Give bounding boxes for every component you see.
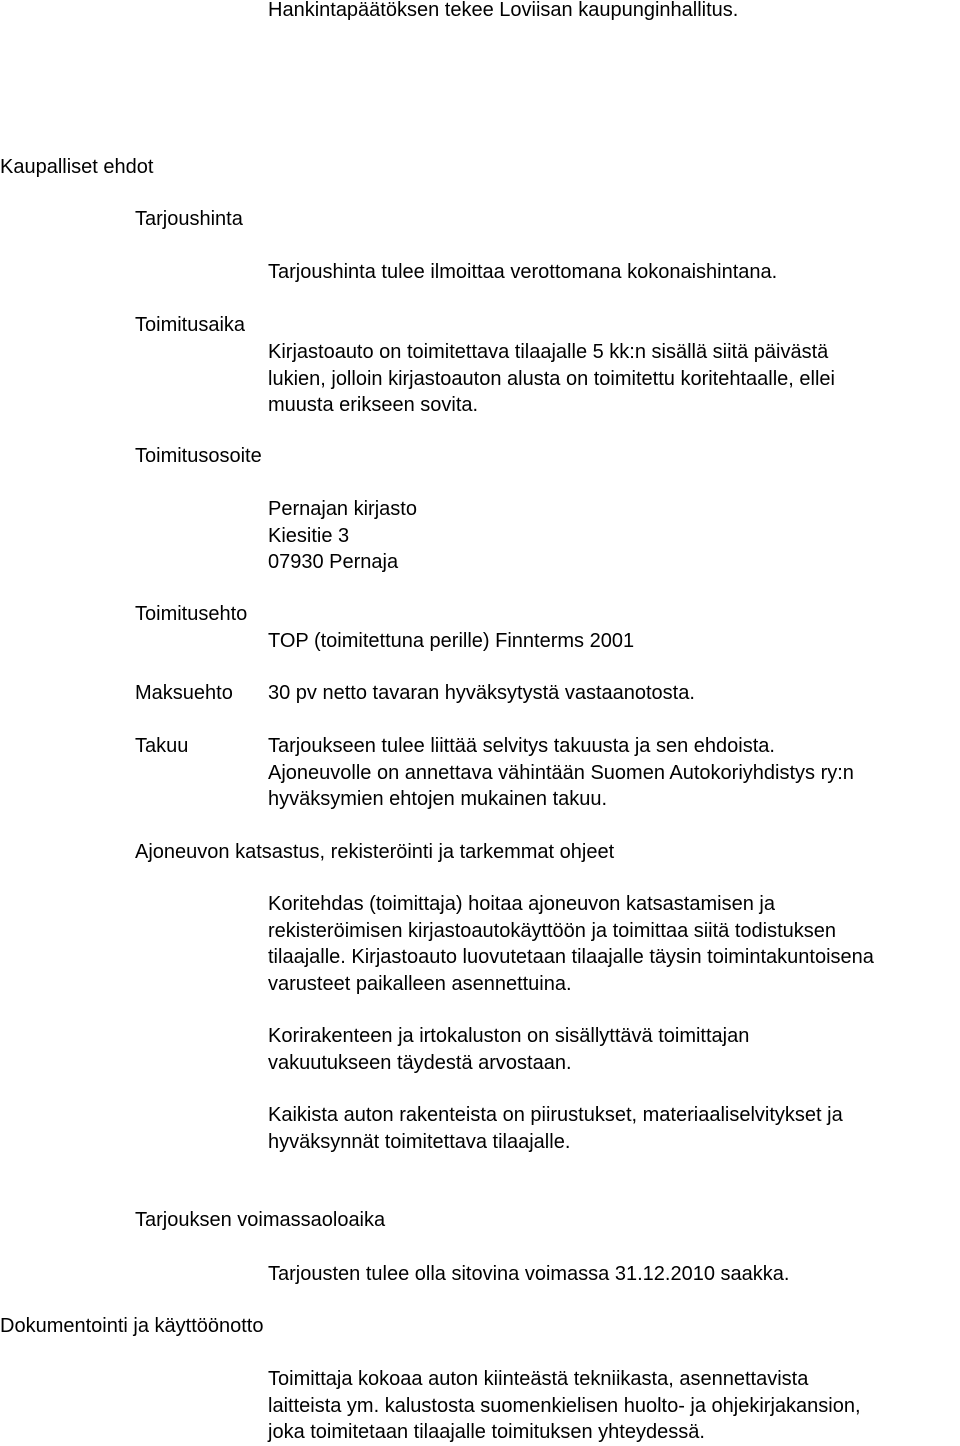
inspection-line: Kaikista auton rakenteista on piirustukset, materiaaliselvitykset ja: [268, 1104, 843, 1126]
inspection-line: hyväksynnät toimitettava tilaajalle.: [268, 1130, 571, 1153]
inspection-paragraph-1: [268, 891, 874, 997]
intro-text: Hankintapäätöksen tekee Loviisan kaupunginhallitus.: [268, 0, 739, 21]
offer-price-label: Tarjoushinta: [135, 208, 243, 230]
offer-price-text: Tarjoushinta tulee ilmoittaa verottomana kokonaishintana.: [268, 261, 778, 283]
inspection-line: varusteet paikalleen asennettuina.: [268, 972, 572, 995]
warranty-text: [268, 733, 854, 813]
inspection-line: vakuutukseen täydestä arvostaan.: [268, 1051, 572, 1074]
validity-text: Tarjousten tulee olla sitovina voimassa 31.12.2010 saakka.: [268, 1263, 790, 1285]
warranty-line: Tarjoukseen tulee liittää selvitys takuusta ja sen ehdoista.: [268, 735, 775, 757]
inspection-paragraph-2: [268, 1023, 749, 1076]
warranty-line: hyväksymien ehtojen mukainen takuu.: [268, 788, 608, 810]
delivery-terms-text: TOP (toimitettuna perille) Finnterms 2001: [268, 630, 635, 652]
documentation-line: Toimittaja kokoaa auton kiinteästä tekniikasta, asennettavista: [268, 1368, 809, 1390]
inspection-paragraph-3: [268, 1102, 843, 1155]
delivery-address-line: Pernajan kirjasto: [268, 498, 417, 520]
delivery-time-label: Toimitusaika: [135, 314, 246, 336]
delivery-address: [268, 496, 417, 576]
inspection-line: rekisteröimisen kirjastoautokäyttöön ja toimittaa siitä todistuksen: [268, 919, 837, 942]
delivery-address-line: Kiesitie 3: [268, 524, 350, 547]
delivery-address-line: 07930 Pernaja: [268, 551, 399, 573]
inspection-line: tilaajalle. Kirjastoauto luovutetaan tilaajalle täysin toimintakuntoisena: [268, 946, 874, 968]
payment-terms-label: Maksuehto: [135, 682, 233, 704]
validity-label: Tarjouksen voimassaoloaika: [135, 1209, 386, 1231]
documentation-line: joka toimitetaan tilaajalle toimituksen yhteydessä.: [268, 1421, 705, 1443]
delivery-address-label: Toimitusosoite: [135, 445, 262, 467]
section-title-commercial-terms: Kaupalliset ehdot: [0, 156, 154, 178]
documentation-line: laitteista ym. kalustosta suomenkielisen huolto- ja ohjekirjakansion,: [268, 1394, 861, 1417]
delivery-time-line: lukien, jolloin kirjastoauton alusta on toimitettu koritehtaalle, ellei: [268, 367, 835, 390]
warranty-line: Ajoneuvolle on annettava vähintään Suomen Autokoriyhdistys ry:n: [268, 761, 854, 784]
inspection-line: Koritehdas (toimittaja) hoitaa ajoneuvon katsastamisen ja: [268, 893, 775, 915]
delivery-terms-label: Toimitusehto: [135, 603, 248, 625]
payment-terms-text: 30 pv netto tavaran hyväksytystä vastaanotosta.: [268, 682, 695, 704]
inspection-line: Korirakenteen ja irtokaluston on sisällyttävä toimittajan: [268, 1025, 750, 1047]
delivery-time-line: Kirjastoauto on toimitettava tilaajalle 5 kk:n sisällä siitä päivästä: [268, 341, 829, 363]
inspection-title: Ajoneuvon katsastus, rekisteröinti ja tarkemmat ohjeet: [135, 841, 615, 863]
delivery-time-line: muusta erikseen sovita.: [268, 394, 479, 416]
warranty-label: Takuu: [135, 735, 189, 757]
delivery-time-text: [268, 339, 835, 419]
documentation-label: Dokumentointi ja käyttöönotto: [0, 1315, 264, 1337]
documentation-text: [268, 1366, 861, 1446]
